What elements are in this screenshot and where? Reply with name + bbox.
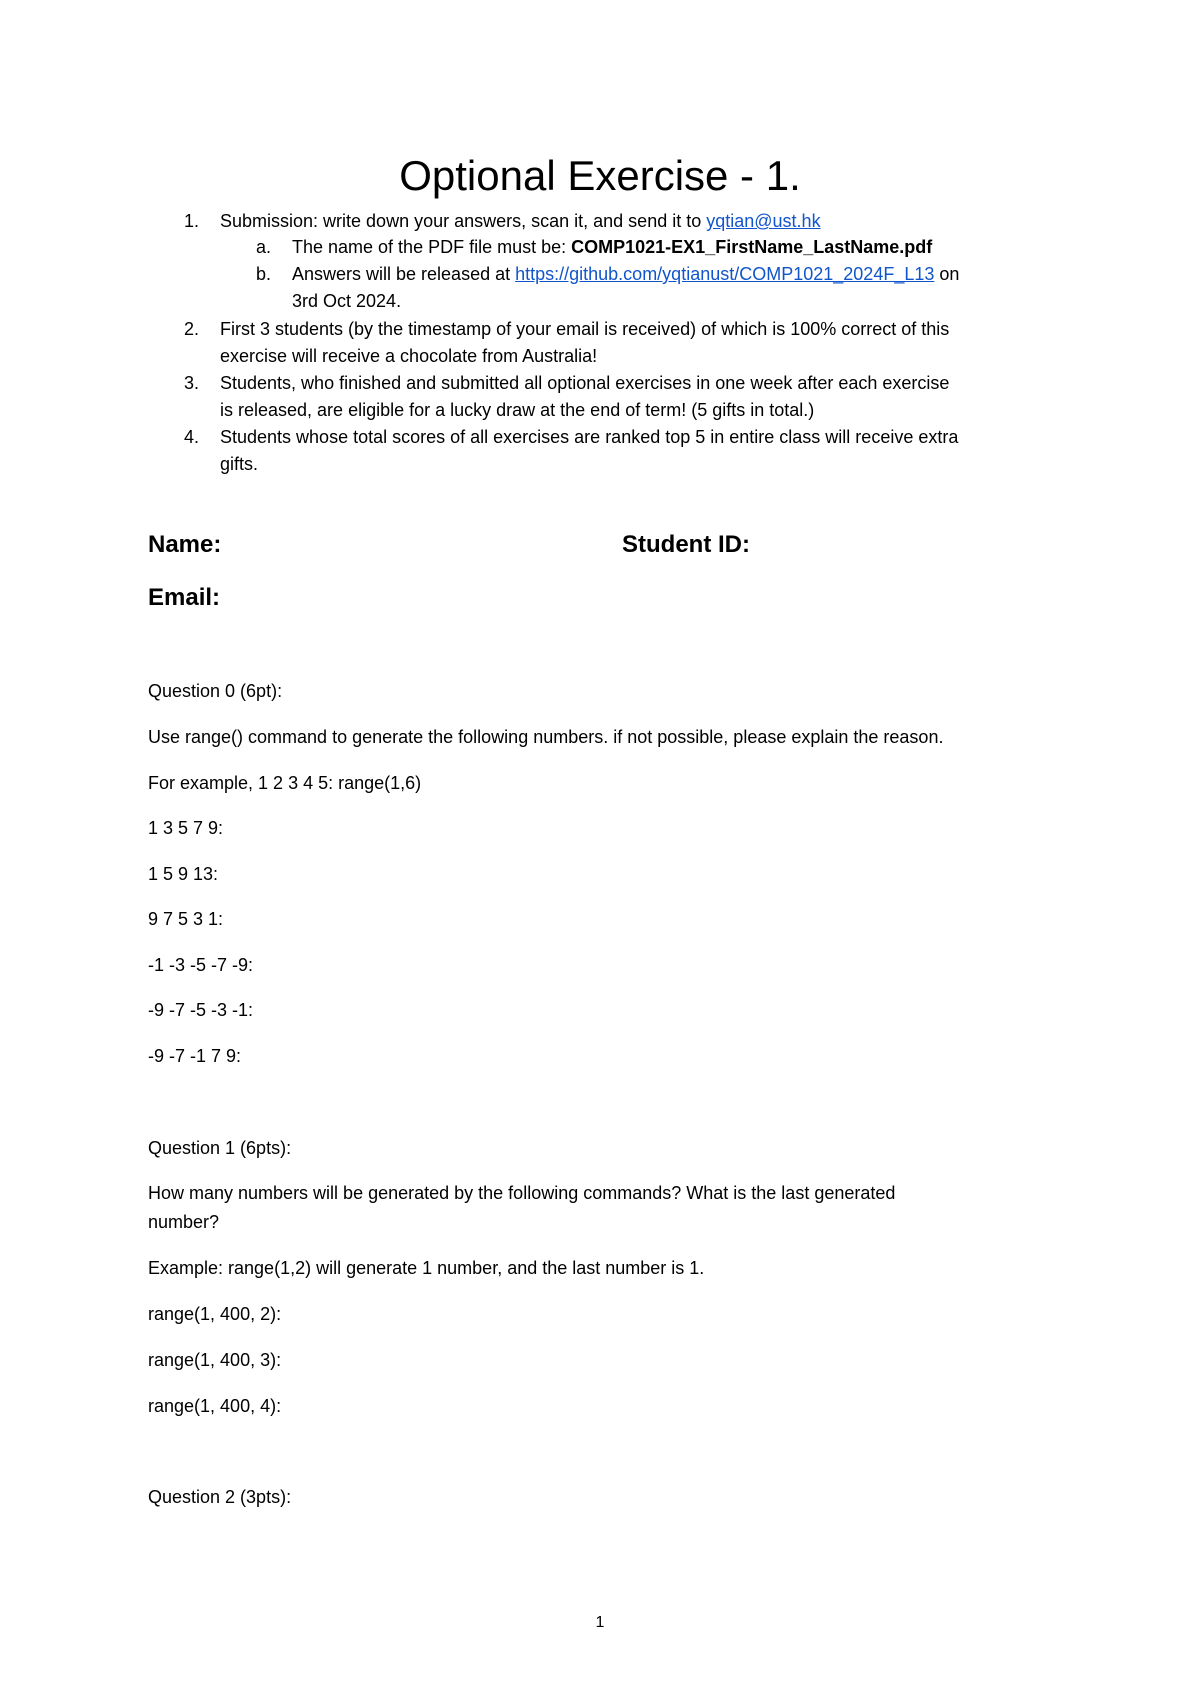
list-letter: a. xyxy=(256,237,272,257)
instruction-text: Submission: write down your answers, scan it, and send it to xyxy=(220,211,707,231)
question-0-item: 1 5 9 13: xyxy=(148,864,219,884)
instruction-text: exercise will receive a chocolate from Australia! xyxy=(220,346,598,366)
list-number: 1. xyxy=(184,211,200,231)
question-2-heading: Question 2 (3pts): xyxy=(148,1487,292,1507)
instruction-text: The name of the PDF file must be: xyxy=(292,237,572,257)
question-0-item: -9 -7 -1 7 9: xyxy=(148,1046,242,1066)
question-1-item: range(1, 400, 2): xyxy=(148,1304,282,1324)
instruction-submission xyxy=(220,208,821,234)
page-title: Optional Exercise - 1. xyxy=(399,152,801,199)
question-1-example: Example: range(1,2) will generate 1 number, and the last number is 1. xyxy=(148,1258,705,1278)
list-number: 4. xyxy=(184,427,200,447)
list-number: 3. xyxy=(184,373,200,393)
page-number: 1 xyxy=(595,1614,605,1631)
email-link[interactable]: yqtian@ust.hk xyxy=(706,211,821,231)
github-link[interactable]: https://github.com/yqtianust/COMP1021_2024F_L13 xyxy=(515,264,935,284)
instruction-text: First 3 students (by the timestamp of your email is received) of which is 100% correct of this xyxy=(220,319,950,339)
question-0-item: -9 -7 -5 -3 -1: xyxy=(148,1000,254,1020)
instruction-release-date: 3rd Oct 2024. xyxy=(292,291,402,311)
instruction-text: Answers will be released at xyxy=(292,264,516,284)
instruction-text: gifts. xyxy=(220,454,259,474)
question-0-item: 1 3 5 7 9: xyxy=(148,818,224,838)
list-letter: b. xyxy=(256,264,272,284)
instruction-answers-release xyxy=(292,261,959,287)
question-0-item: 9 7 5 3 1: xyxy=(148,909,224,929)
email-label: Email: xyxy=(148,584,221,611)
list-number: 2. xyxy=(184,319,200,339)
instruction-text: Students, who finished and submitted all optional exercises in one week after each exercise xyxy=(220,373,950,393)
student-id-label: Student ID: xyxy=(622,531,750,558)
question-1-prompt: number? xyxy=(148,1212,220,1232)
instruction-text: Students whose total scores of all exercises are ranked top 5 in entire class will receive extra xyxy=(220,427,959,447)
question-0-prompt: Use range() command to generate the following numbers. if not possible, please explain the reason. xyxy=(148,727,944,747)
question-0-heading: Question 0 (6pt): xyxy=(148,681,283,701)
instruction-text: on xyxy=(934,264,960,284)
question-0-item: -1 -3 -5 -7 -9: xyxy=(148,955,254,975)
question-1-prompt: How many numbers will be generated by the following commands? What is the last generated xyxy=(148,1183,896,1203)
name-label: Name: xyxy=(148,531,222,558)
filename-format: COMP1021-EX1_FirstName_LastName.pdf xyxy=(571,237,933,257)
instruction-filename xyxy=(292,234,932,260)
question-1-heading: Question 1 (6pts): xyxy=(148,1138,292,1158)
instruction-text: is released, are eligible for a lucky draw at the end of term! (5 gifts in total.) xyxy=(220,400,815,420)
question-0-example: For example, 1 2 3 4 5: range(1,6) xyxy=(148,773,422,793)
question-1-item: range(1, 400, 4): xyxy=(148,1396,282,1416)
question-1-item: range(1, 400, 3): xyxy=(148,1350,282,1370)
